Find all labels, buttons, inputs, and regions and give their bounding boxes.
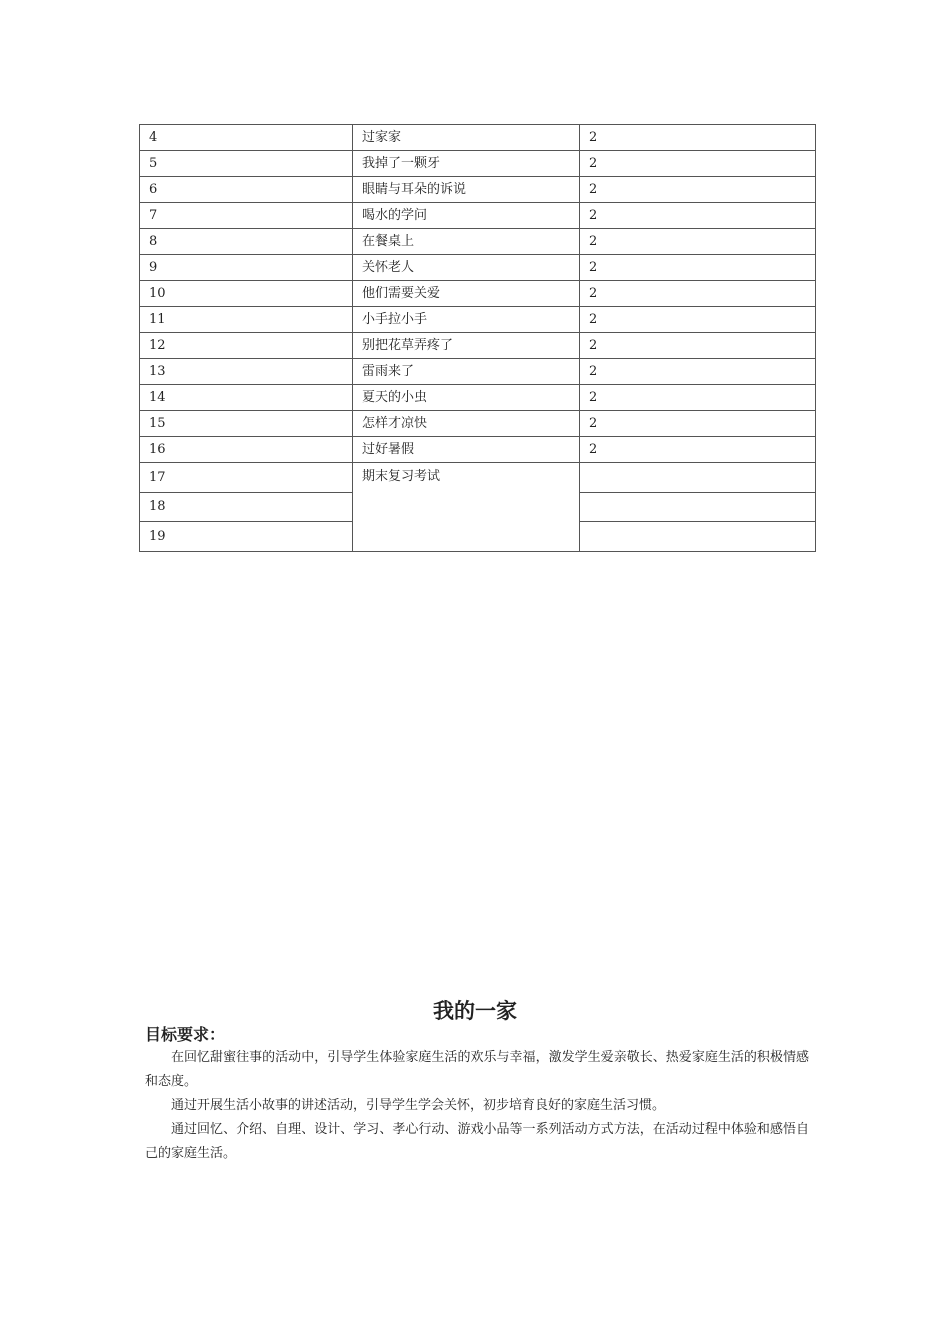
topic-cell: 过家家 xyxy=(353,125,580,151)
week-cell: 12 xyxy=(140,333,353,359)
week-cell: 14 xyxy=(140,385,353,411)
week-cell: 11 xyxy=(140,307,353,333)
table-row xyxy=(140,333,816,359)
week-cell: 6 xyxy=(140,177,353,203)
hours-cell xyxy=(580,492,816,522)
hours-cell: 2 xyxy=(580,203,816,229)
hours-cell: 2 xyxy=(580,333,816,359)
topic-cell: 别把花草弄疼了 xyxy=(353,333,580,359)
objectives-heading: 目标要求： xyxy=(145,1025,226,1044)
week-cell: 16 xyxy=(140,437,353,463)
week-cell: 15 xyxy=(140,411,353,437)
topic-cell: 怎样才凉快 xyxy=(353,411,580,437)
hours-cell: 2 xyxy=(580,385,816,411)
hours-cell: 2 xyxy=(580,229,816,255)
hours-cell: 2 xyxy=(580,411,816,437)
table-row-final-exam xyxy=(140,463,816,493)
schedule-table-body xyxy=(140,125,816,552)
table-row xyxy=(140,385,816,411)
schedule-table xyxy=(139,124,816,552)
week-cell: 8 xyxy=(140,229,353,255)
hours-cell: 2 xyxy=(580,281,816,307)
hours-cell: 2 xyxy=(580,437,816,463)
objective-paragraph: 通过回忆、介绍、自理、设计、学习、孝心行动、游戏小品等一系列活动方式方法，在活动过程中体验和感悟自己的家庭生活。 xyxy=(145,1122,809,1161)
table-row xyxy=(140,281,816,307)
table-row xyxy=(140,411,816,437)
hours-cell: 2 xyxy=(580,125,816,151)
week-cell: 9 xyxy=(140,255,353,281)
hours-cell: 2 xyxy=(580,177,816,203)
hours-cell: 2 xyxy=(580,151,816,177)
table-row xyxy=(140,177,816,203)
objective-paragraph: 在回忆甜蜜往事的活动中，引导学生体验家庭生活的欢乐与幸福，激发学生爱亲敬长、热爱家庭生活的积极情感和态度。 xyxy=(145,1050,809,1089)
topic-cell: 眼睛与耳朵的诉说 xyxy=(353,177,580,203)
hours-cell: 2 xyxy=(580,359,816,385)
table-row xyxy=(140,203,816,229)
week-cell: 17 xyxy=(140,463,353,493)
objective-paragraph: 通过开展生活小故事的讲述活动，引导学生学会关怀，初步培育良好的家庭生活习惯。 xyxy=(171,1098,666,1113)
hours-cell: 2 xyxy=(580,255,816,281)
table-row xyxy=(140,151,816,177)
topic-cell: 关怀老人 xyxy=(353,255,580,281)
topic-cell: 我掉了一颗牙 xyxy=(353,151,580,177)
table-row xyxy=(140,437,816,463)
table-row xyxy=(140,125,816,151)
table-row xyxy=(140,307,816,333)
week-cell: 19 xyxy=(140,522,353,552)
week-cell: 18 xyxy=(140,492,353,522)
topic-cell: 夏天的小虫 xyxy=(353,385,580,411)
hours-cell xyxy=(580,463,816,493)
topic-cell: 小手拉小手 xyxy=(353,307,580,333)
table-row xyxy=(140,229,816,255)
week-cell: 4 xyxy=(140,125,353,151)
topic-cell: 在餐桌上 xyxy=(353,229,580,255)
topic-cell: 雷雨来了 xyxy=(353,359,580,385)
table-row xyxy=(140,255,816,281)
week-cell: 10 xyxy=(140,281,353,307)
objectives-text xyxy=(145,1046,809,1166)
table-row xyxy=(140,359,816,385)
topic-cell: 喝水的学问 xyxy=(353,203,580,229)
hours-cell xyxy=(580,522,816,552)
week-cell: 13 xyxy=(140,359,353,385)
hours-cell: 2 xyxy=(580,307,816,333)
topic-cell: 他们需要关爱 xyxy=(353,281,580,307)
section-title: 我的一家 xyxy=(433,999,517,1023)
week-cell: 5 xyxy=(140,151,353,177)
topic-cell-final-exam: 期末复习考试 xyxy=(353,463,580,552)
topic-cell: 过好暑假 xyxy=(353,437,580,463)
week-cell: 7 xyxy=(140,203,353,229)
